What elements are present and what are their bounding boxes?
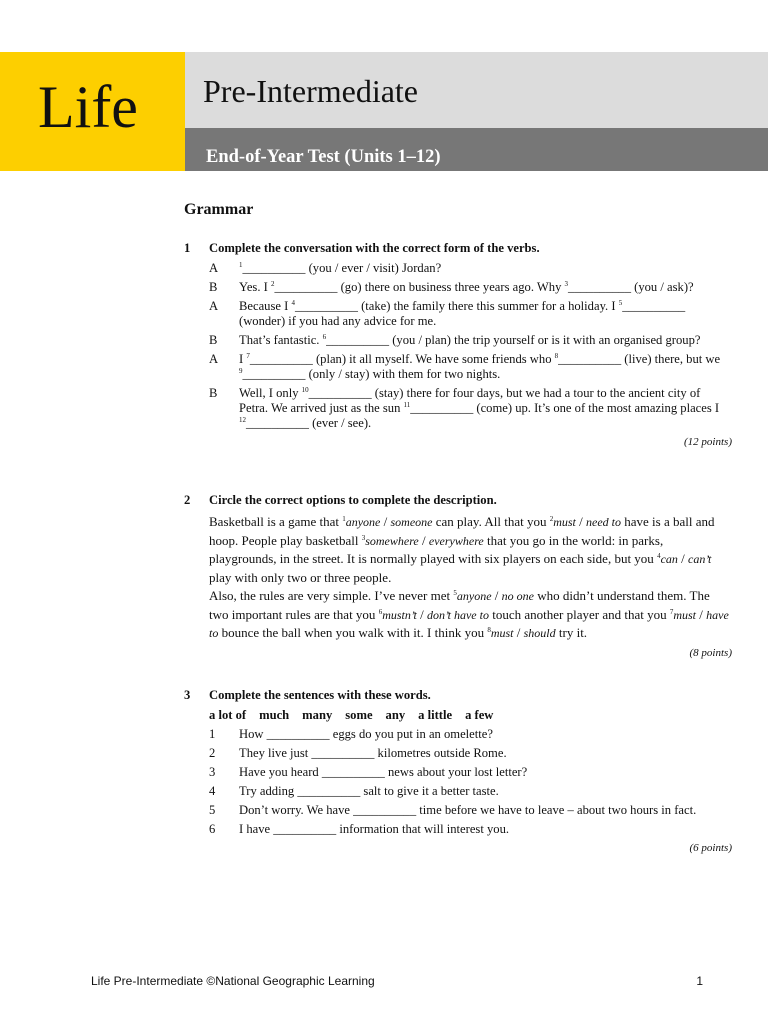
logo: Life [38,74,138,140]
text-run: / [677,551,689,567]
text-run: Also, the rules are very simple. I’ve never met [209,587,454,603]
word-option: many [302,708,333,722]
option-word: someone [390,515,433,529]
question-number: 3 [184,688,191,702]
gap-number: 1 [239,261,243,269]
question-2-header [184,493,732,508]
title-bar [185,52,768,128]
gap-number: 9 [239,367,243,375]
text-run: __________ (only / stay) with them for two nights. [242,367,501,381]
text-run: try it. [555,625,588,641]
option-word: anyone [345,515,381,529]
conversation [184,261,732,431]
option-word: everywhere [428,533,484,548]
line-text [239,299,732,329]
gap-number: 12 [239,416,246,424]
sentence-item [184,765,732,780]
gap-number: 4 [657,552,661,561]
text-run: __________ (live) there, but we [558,352,721,366]
line-text [239,333,732,348]
gap-number: 2 [270,280,275,288]
item-number: 1 [209,727,216,741]
text-run: I [239,352,247,366]
item-number: 5 [209,803,216,817]
option-word: need to [586,515,622,529]
option-word: should [523,626,556,641]
sentence-item [184,784,732,799]
sentence-item [184,727,732,742]
item-number: 2 [209,746,216,760]
subtitle-bar [185,128,768,171]
text-run: __________ (stay) there for four days, but we had a tour to the ancient city of Petra. We arrived just as the sun [239,386,701,415]
text-run: play with only two or three people. [209,570,392,586]
item-text: How __________ eggs do you put in an omelette? [239,727,493,741]
paragraph [209,587,732,643]
line-text [239,386,732,431]
option-word: mustn’t [382,607,417,622]
sentence-list [184,727,732,837]
word-option: any [385,708,406,722]
text-run: touch another player and that you [488,606,670,622]
item-number: 6 [209,822,216,836]
gap-number: 10 [301,386,309,394]
conversation-line [184,299,732,329]
item-text: Have you heard __________ news about your lost letter? [239,765,528,779]
text-run: __________ (ever / see). [246,416,372,430]
text-run: __________ (you / plan) the trip yourself or is it with an organised group? [326,333,701,347]
word-option: a few [465,708,494,722]
gap-number: 8 [487,626,491,635]
text-run: __________ (you / ask)? [568,280,694,294]
item-number: 3 [209,765,216,779]
option-word: must [673,607,697,622]
text-run: / [416,606,427,622]
option-word: somewhere [365,533,419,548]
gap-number: 7 [246,352,250,360]
item-text: They live just __________ kilometres outside Rome. [239,746,507,760]
line-text [239,352,732,382]
question-3-header [184,688,732,703]
item-number: 4 [209,784,216,798]
question-1-header [184,241,732,256]
sentence-item [184,803,732,818]
text-run: can play. All that you [432,514,550,529]
gap-number: 4 [291,299,295,307]
footer-copyright: Life Pre-Intermediate ©National Geographic Learning [91,974,375,988]
word-option: much [259,708,290,722]
page-title: Pre-Intermediate [203,73,418,109]
gap-number: 5 [618,299,623,307]
text-run: __________ (come) up. It’s one of the most amazing places I [410,401,720,415]
conversation-line [184,352,732,382]
speaker-label: B [209,280,218,294]
text-run: / [575,514,587,529]
text-run: have is a ball and hoop. People play basketball [209,514,715,548]
option-word: don’t have to [426,607,489,622]
option-word: anyone [456,588,492,603]
text-run: Well, I only [239,386,302,400]
question-instruction: Complete the sentences with these words. [209,688,431,702]
speaker-label: B [209,386,218,400]
sentence-item [184,822,732,837]
question-3 [184,688,732,856]
gap-number: 11 [403,401,411,409]
line-text [239,280,732,295]
gap-number: 7 [669,607,674,616]
gap-number: 8 [554,352,559,360]
word-option: a little [418,708,453,722]
section-heading: Grammar [184,201,254,218]
text-run: __________ (wonder) if you had any advice for me. [239,299,686,328]
text-run: __________ (you / ever / visit) Jordan? [242,261,442,275]
speaker-label: A [209,299,219,313]
speaker-label: A [209,261,219,275]
option-word: can [660,552,678,567]
question-2 [184,493,732,661]
text-run: Basketball is a game that [209,514,343,529]
sentence-item [184,746,732,761]
item-text: I have __________ information that will interest you. [239,822,510,836]
line-text [239,261,732,276]
gap-number: 2 [549,515,554,523]
points-label: (8 points) [689,646,732,659]
text-run: that you go in the world: in parks, playgrounds, in the street. It is normally played with six players on each side, but you [209,532,664,567]
word-option: a lot of [209,708,247,722]
description [184,513,732,643]
text-run: / [513,625,524,641]
text-run: bounce the ball when you walk with it. I think you [218,625,488,641]
option-word: must [553,515,576,529]
page-subtitle: End-of-Year Test (Units 1–12) [206,147,441,167]
word-option: some [345,708,373,722]
text-run: / [491,587,502,603]
gap-number: 5 [453,588,457,597]
gap-number: 3 [361,533,366,542]
gap-number: 1 [342,515,346,523]
text-run: / [418,532,429,548]
question-instruction: Complete the conversation with the correct form of the verbs. [209,241,540,255]
text-run: / [696,606,707,622]
points-label: (6 points) [689,842,732,854]
gap-number: 6 [378,607,383,616]
text-run: Because I [239,299,292,313]
logo-box [0,52,185,171]
text-run: who didn’t understand them. The two important rules are that you [209,587,710,622]
paragraph [209,513,732,587]
text-run: That’s fantastic. [239,333,323,347]
points-label: (12 points) [684,436,732,448]
item-text: Don’t worry. We have __________ time before we have to leave – about two hours in fact. [239,803,697,817]
option-word: no one [501,588,534,603]
question-instruction: Circle the correct options to complete the description. [209,493,497,507]
text-run: / [380,514,391,529]
question-number: 2 [184,493,191,507]
item-text: Try adding __________ salt to give it a better taste. [239,784,499,798]
question-number: 1 [184,241,191,255]
question-1 [184,241,732,450]
option-word: must [490,626,514,641]
speaker-label: A [209,352,219,366]
text-run: __________ (take) the family there this summer for a holiday. I [294,299,619,313]
option-word: can’t [688,552,712,567]
conversation-line [184,280,732,295]
word-box [209,708,732,723]
conversation-line [184,333,732,348]
conversation-line [184,386,732,431]
text-run: __________ (go) there on business three years ago. Why [274,280,565,294]
option-word: have to [209,607,729,641]
text-run: Yes. I [239,280,271,294]
speaker-label: B [209,333,218,347]
gap-number: 6 [322,333,327,341]
text-run: __________ (plan) it all myself. We have some friends who [249,352,555,366]
gap-number: 3 [564,280,569,288]
conversation-line [184,261,732,276]
page-number: 1 [696,974,703,988]
